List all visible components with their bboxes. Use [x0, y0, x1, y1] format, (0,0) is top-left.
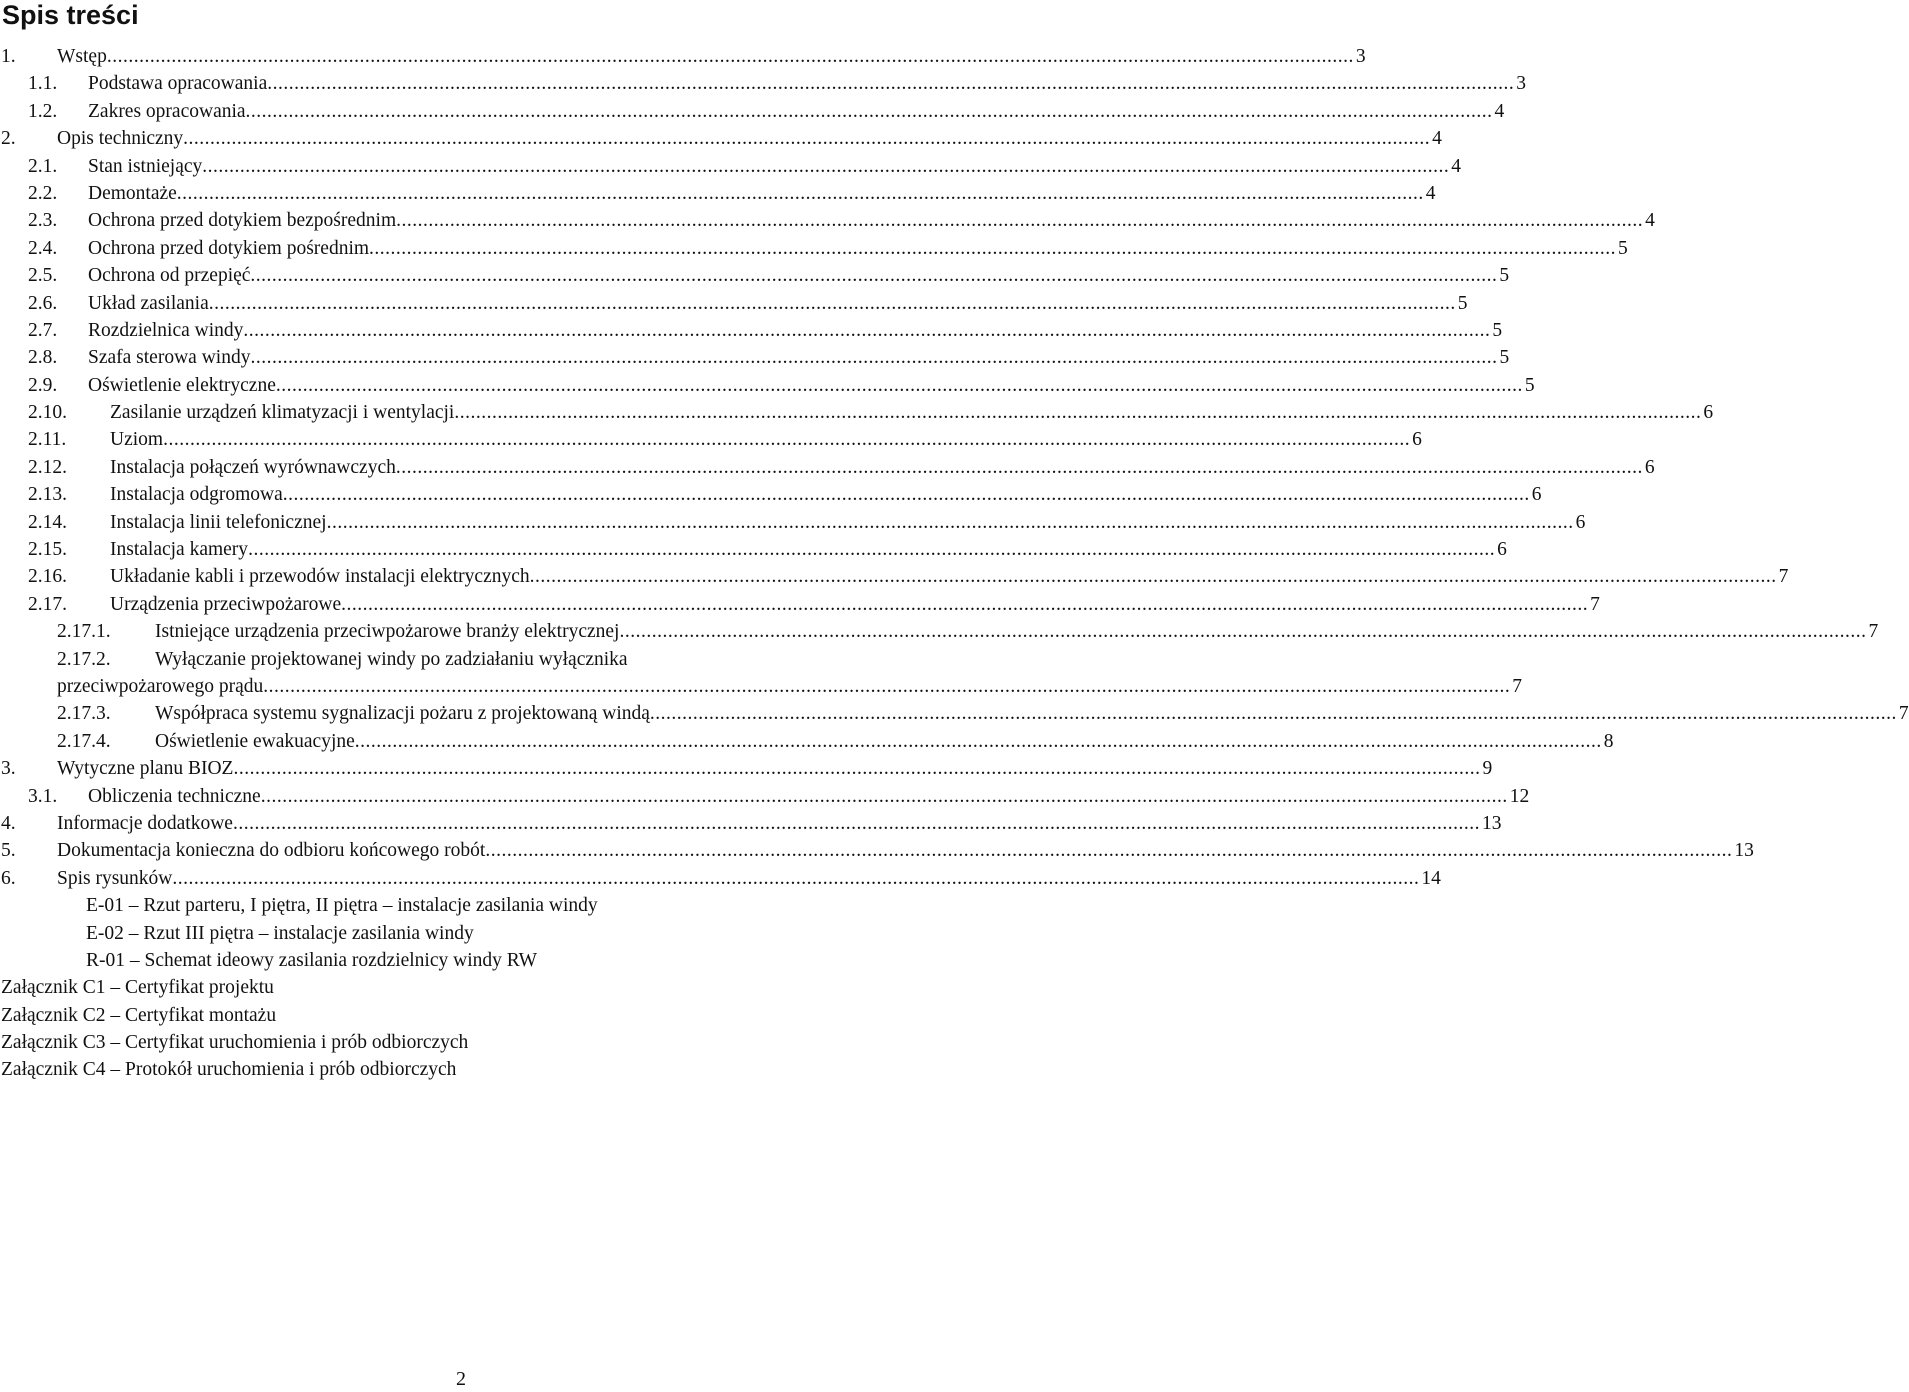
toc-entry-number: 2.7.: [28, 319, 58, 341]
dot-leader: [485, 837, 1732, 864]
toc-entry-page: 9: [1482, 758, 1493, 780]
dot-leader: [250, 344, 1497, 371]
toc-entry[interactable]: [0, 728, 1614, 755]
page-number: 2: [456, 1368, 466, 1390]
toc-heading: Spis treści: [2, 0, 139, 30]
dot-leader: [202, 153, 1449, 180]
dot-leader: [233, 810, 1480, 837]
toc-entry-number: 2.17.4.: [57, 730, 111, 752]
toc-entry-title-continued: przeciwpożarowego prądu: [57, 675, 264, 697]
toc-entry-title: Instalacja odgromowa: [110, 484, 283, 506]
toc-entry-number: 2.13.: [28, 484, 67, 506]
toc-entry-page: 7: [1778, 566, 1789, 588]
toc-entry-number: 3.1.: [28, 785, 58, 807]
toc-entry[interactable]: [0, 153, 1462, 180]
toc-entry-page: 4: [1494, 100, 1505, 122]
toc-entry-title: Instalacja linii telefonicznej: [110, 511, 327, 533]
toc-entry[interactable]: [0, 399, 1714, 426]
toc-entry-number: 1.2.: [28, 100, 58, 122]
toc-entry-page: 3: [1355, 46, 1366, 67]
attachment-item: [0, 1002, 960, 1029]
dot-leader: [246, 98, 1493, 125]
toc-entry-title: Urządzenia przeciwpożarowe: [110, 593, 342, 615]
toc-entry-title: Zasilanie urządzeń klimatyzacji i wentylacji: [110, 402, 455, 424]
toc-entry-page: 7: [1512, 675, 1523, 697]
toc-entry-page: 14: [1421, 867, 1441, 889]
toc-entry-title: Ochrona od przepięć: [88, 265, 251, 287]
toc-entry-number: 2.6.: [28, 292, 58, 314]
toc-entry-page: 5: [1524, 374, 1535, 396]
toc-entry[interactable]: [0, 563, 1789, 590]
attachment-item: [0, 974, 960, 1001]
dot-leader: [355, 728, 1602, 755]
toc-entry-number: 4.: [1, 812, 16, 834]
toc-entry-page: 4: [1432, 128, 1442, 150]
toc-entry-page: 6: [1644, 456, 1655, 478]
toc-entry-page: 5: [1492, 319, 1503, 341]
drawing-label: E-01 – Rzut parteru, I piętra, II piętra – instalacje zasilania windy: [86, 895, 598, 917]
toc-entry[interactable]: [0, 618, 1879, 645]
toc-entry-page: 6: [1412, 429, 1422, 451]
toc-entry-page: 13: [1481, 812, 1502, 834]
toc-entry[interactable]: [0, 290, 1468, 317]
toc-entry-title: Istniejące urządzenia przeciwpożarowe branży elektrycznej: [155, 621, 620, 643]
dot-leader: [243, 317, 1490, 344]
toc-entry-number: 1.1.: [28, 73, 58, 95]
toc-entry-number: 2.10.: [28, 402, 67, 424]
dot-leader: [233, 755, 1480, 782]
toc-entry-page: 7: [1868, 621, 1879, 643]
toc-entry-page: 13: [1734, 840, 1754, 862]
toc-entry[interactable]: [0, 344, 1510, 371]
dot-leader: [248, 536, 1495, 563]
dot-leader: [209, 290, 1456, 317]
toc-entry[interactable]: [0, 591, 1600, 618]
toc-entry-page: 6: [1531, 484, 1542, 506]
toc-entry-number: 2.9.: [28, 374, 58, 396]
dot-leader: [163, 426, 1410, 453]
toc-entry[interactable]: [0, 98, 1505, 125]
toc-entry-number: 2.3.: [28, 210, 58, 232]
toc-entry[interactable]: [0, 509, 1586, 536]
attachment-item: [0, 1056, 960, 1083]
table-of-contents: [0, 43, 1909, 1084]
toc-entry[interactable]: [0, 700, 1909, 727]
toc-entry-number: 2.17.3.: [57, 703, 111, 725]
toc-entry[interactable]: [0, 317, 1503, 344]
toc-entry-page: 6: [1497, 539, 1507, 561]
toc-entry-continuation[interactable]: [0, 673, 1523, 700]
toc-entry-title: Instalacja kamery: [110, 539, 249, 561]
toc-entry[interactable]: [0, 43, 1366, 70]
dot-leader: [267, 70, 1514, 97]
attachment-label: Załącznik C4 – Protokół uruchomienia i prób odbiorczych: [1, 1059, 457, 1081]
toc-entry-page: 5: [1618, 237, 1628, 259]
toc-entry[interactable]: [0, 481, 1542, 508]
toc-entry-title: Instalacja połączeń wyrównawczych: [110, 456, 396, 478]
toc-entry-number: 3.: [1, 758, 16, 780]
toc-entry-title: Szafa sterowa windy: [88, 347, 251, 369]
toc-entry[interactable]: [0, 536, 1507, 563]
toc-entry[interactable]: [0, 180, 1436, 207]
toc-entry-page: 4: [1425, 182, 1436, 204]
toc-entry-number: 5.: [1, 840, 16, 862]
toc-entry-page: 4: [1645, 210, 1655, 232]
dot-leader: [283, 481, 1530, 508]
toc-entry-title: Ochrona przed dotykiem bezpośrednim: [88, 210, 397, 232]
toc-entry-number: 2.15.: [28, 539, 67, 561]
toc-entry[interactable]: [0, 426, 1422, 453]
toc-entry-page: 6: [1575, 511, 1586, 533]
toc-entry-number: 6.: [1, 867, 16, 889]
dot-leader: [261, 783, 1508, 810]
toc-entry[interactable]: [0, 70, 1526, 97]
toc-entry-title: Oświetlenie elektryczne: [88, 374, 276, 396]
toc-entry-title: Spis rysunków: [57, 867, 173, 889]
toc-entry-page: 4: [1451, 155, 1462, 177]
toc-entry-number: 2.2.: [28, 182, 58, 204]
attachment-label: Załącznik C3 – Certyfikat uruchomienia i prób odbiorczych: [1, 1032, 469, 1054]
dot-leader: [276, 372, 1523, 399]
dot-leader: [454, 399, 1701, 426]
toc-entry-number: 2.4.: [28, 237, 58, 259]
toc-entry[interactable]: [0, 235, 1628, 262]
dot-leader: [530, 563, 1777, 590]
toc-entry-number: 2.16.: [28, 566, 67, 588]
toc-entry-title: Ochrona przed dotykiem pośrednim: [88, 237, 370, 259]
toc-entry-title: Informacje dodatkowe: [57, 812, 233, 834]
toc-entry-title: Oświetlenie ewakuacyjne: [155, 730, 355, 752]
dot-leader: [341, 591, 1588, 618]
toc-entry-page: 3: [1516, 73, 1526, 95]
toc-entry-title: Układanie kabli i przewodów instalacji elektrycznych: [110, 566, 530, 588]
toc-entry[interactable]: [0, 262, 1510, 289]
toc-entry-number: 2.8.: [28, 347, 58, 369]
toc-entry-title: Wytyczne planu BIOZ: [57, 758, 234, 780]
toc-entry-number: 1.: [1, 46, 16, 67]
dot-leader: [396, 454, 1643, 481]
dot-leader: [177, 180, 1424, 207]
toc-entry-title: Demontaże: [88, 182, 177, 204]
toc-entry-title: Zakres opracowania: [88, 100, 246, 122]
toc-entry-title: Wstęp: [57, 46, 107, 67]
toc-entry[interactable]: [0, 755, 1493, 782]
toc-entry-number: 2.5.: [28, 265, 58, 287]
toc-entry[interactable]: [0, 837, 1754, 864]
dot-leader: [650, 700, 1897, 727]
toc-entry-page: 8: [1603, 730, 1614, 752]
dot-leader: [396, 207, 1643, 234]
dot-leader: [250, 262, 1497, 289]
toc-entry-page: 5: [1499, 347, 1510, 369]
toc-entry-number: 2.11.: [28, 429, 67, 451]
toc-entry-number: 2.1.: [28, 155, 58, 177]
toc-entry[interactable]: [0, 207, 1655, 234]
toc-entry-number: 2.17.2.: [57, 648, 111, 670]
toc-entry[interactable]: [0, 865, 1441, 892]
toc-entry-page: 12: [1509, 785, 1530, 807]
toc-entry-title: Rozdzielnica windy: [88, 319, 244, 341]
dot-leader: [172, 865, 1419, 892]
toc-entry[interactable]: [0, 783, 1530, 810]
toc-entry-number: 2.14.: [28, 511, 67, 533]
dot-leader: [183, 125, 1430, 152]
drawing-item: [0, 947, 960, 974]
toc-entry-number: 2.: [1, 128, 16, 150]
toc-entry-title: Układ zasilania: [88, 292, 209, 314]
toc-entry-title: Opis techniczny: [57, 128, 184, 150]
toc-entry-page: 7: [1898, 703, 1909, 725]
toc-entry-number: 2.17.1.: [57, 621, 111, 643]
drawing-item: [0, 920, 960, 947]
toc-entry-page: 5: [1457, 292, 1468, 314]
toc-entry-page: 6: [1703, 402, 1714, 424]
drawing-label: R-01 – Schemat ideowy zasilania rozdzielnicy windy RW: [86, 949, 538, 971]
toc-entry-number: 2.12.: [28, 456, 67, 478]
toc-entry-title: Stan istniejący: [88, 155, 203, 177]
toc-entry-title: Wyłączanie projektowanej windy po zadziałaniu wyłącznika: [155, 648, 628, 670]
attachment-label: Załącznik C1 – Certyfikat projektu: [1, 977, 274, 999]
toc-entry[interactable]: [0, 125, 1442, 152]
toc-entry-title: Podstawa opracowania: [88, 73, 268, 95]
drawing-label: E-02 – Rzut III piętra – instalacje zasilania windy: [86, 922, 474, 944]
attachment-item: [0, 1029, 960, 1056]
dot-leader: [107, 43, 1354, 70]
toc-entry-title: Dokumentacja konieczna do odbioru końcowego robót: [57, 840, 486, 862]
toc-entry[interactable]: [0, 810, 1502, 837]
toc-entry-page: 7: [1590, 593, 1600, 615]
dot-leader: [263, 673, 1510, 700]
toc-entry-number: 2.17.: [28, 593, 67, 615]
toc-entry-page: 5: [1499, 265, 1510, 287]
dot-leader: [619, 618, 1866, 645]
toc-entry[interactable]: [0, 454, 1655, 481]
attachment-label: Załącznik C2 – Certyfikat montażu: [1, 1004, 277, 1026]
drawing-item: [0, 892, 960, 919]
dot-leader: [327, 509, 1574, 536]
toc-entry-title: Współpraca systemu sygnalizacji pożaru z projektowaną windą: [155, 703, 650, 725]
toc-entry-title: Uziom: [110, 429, 164, 451]
toc-entry[interactable]: [0, 646, 960, 673]
toc-entry[interactable]: [0, 372, 1535, 399]
dot-leader: [369, 235, 1616, 262]
toc-entry-title: Obliczenia techniczne: [88, 785, 261, 807]
